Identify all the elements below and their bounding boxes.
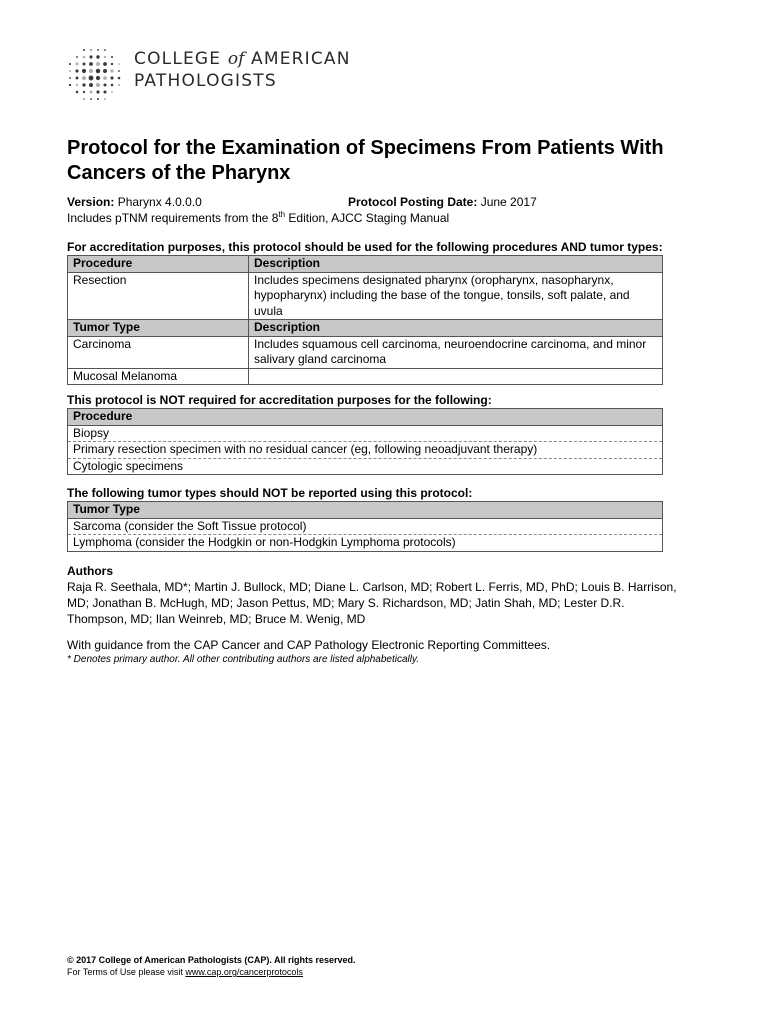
logo-dot [76, 77, 79, 80]
logo-dot [90, 49, 93, 52]
page-title: Protocol for the Examination of Specimens From Patients With Cancers of the Pharynx [67, 137, 664, 184]
logo-dot [89, 69, 93, 73]
table-row: Primary resection specimen with no residual cancer (eg, following neoadjuvant therapy) [68, 442, 663, 459]
logo-dot [103, 83, 106, 86]
logo-dot [75, 69, 78, 72]
guidance-section [67, 637, 687, 667]
logo-dot [103, 62, 107, 66]
logo-dot [89, 62, 93, 66]
logo-dot [82, 62, 85, 65]
logo-dot [111, 84, 114, 87]
cap-logo-wordmark: COLLEGE of AMERICAN PATHOLOGISTS [134, 49, 351, 91]
authors-section [67, 563, 687, 627]
logo-dot [110, 76, 113, 79]
logo-dot [83, 49, 85, 51]
posting-date-value: June 2017 [480, 195, 537, 209]
posting-date-label: Protocol Posting Date: [348, 195, 478, 209]
accreditation-heading: For accreditation purposes, this protocol should be used for the following procedures AND tumor types: [67, 240, 663, 254]
table-row: Carcinoma Includes squamous cell carcinoma, neuroendocrine carcinoma, and minor salivary gland carcinoma [68, 336, 663, 368]
logo-dot [83, 98, 85, 100]
logo-dot [96, 90, 99, 93]
logo-dot [82, 76, 86, 80]
not-required-section [67, 393, 663, 475]
authors-heading: Authors [67, 564, 113, 578]
not-reported-heading: The following tumor types should NOT be reported using this protocol: [67, 486, 473, 500]
not-required-heading: This protocol is NOT required for accreditation purposes for the following: [67, 393, 492, 407]
logo-dot [76, 91, 79, 94]
table-row: Mucosal Melanoma [68, 368, 663, 385]
logo-dot [69, 84, 71, 86]
logo-dot [96, 69, 100, 73]
logo-dot [89, 76, 94, 81]
table-row: Resection Includes specimens designated pharynx (oropharynx, nasopharynx, hypopharynx) including the base of the tongue, tonsils, soft palate, and uvula [68, 272, 663, 320]
logo-dot [96, 76, 100, 80]
logo-dot [97, 98, 99, 100]
not-required-table [67, 408, 663, 475]
logo-dot [103, 90, 106, 93]
logo-dot [104, 98, 106, 100]
logo-dot [96, 83, 100, 87]
version-info [67, 194, 707, 226]
not-reported-table [67, 501, 663, 552]
logo-dot [69, 63, 71, 65]
logo-dot [111, 63, 113, 65]
logo-dot [76, 56, 78, 58]
logo-dot [90, 98, 92, 100]
logo-dot [118, 63, 120, 65]
table-header-row: Tumor Type Description [68, 320, 663, 337]
not-reported-section [67, 486, 663, 552]
logo-dot [89, 55, 92, 58]
version-value: Pharynx 4.0.0.0 [117, 195, 202, 209]
logo-dot [118, 84, 120, 86]
logo-dot [76, 84, 78, 86]
logo-dot [96, 62, 100, 66]
logo-dot [103, 69, 107, 73]
logo-dot [83, 56, 86, 59]
terms-link[interactable]: www.cap.org/cancerprotocols [185, 967, 303, 977]
logo-dot [82, 83, 85, 86]
logo-dot [111, 91, 113, 93]
copyright-text: © 2017 College of American Pathologists (CAP). All rights reserved. [67, 955, 356, 965]
table-header-row: Tumor Type [68, 502, 663, 519]
logo-dot [97, 49, 99, 51]
logo-dot [104, 56, 106, 58]
logo-dot [69, 77, 71, 79]
logo-dot [96, 55, 99, 58]
logo-dot [89, 83, 93, 87]
table-row: Lymphoma (consider the Hodgkin or non-Hodgkin Lymphoma protocols) [68, 535, 663, 552]
cap-logo [66, 46, 351, 102]
version-label: Version: [67, 195, 115, 209]
logo-dot [104, 49, 106, 51]
terms-text: For Terms of Use please visit www.cap.org/cancerprotocols [67, 967, 303, 977]
logo-dot [110, 69, 113, 72]
ajcc-note: Includes pTNM requirements from the 8th Edition, AJCC Staging Manual [67, 210, 450, 225]
table-row: Biopsy [68, 425, 663, 442]
table-row: Cytologic specimens [68, 458, 663, 475]
logo-dot [69, 70, 71, 72]
page-footer [67, 954, 356, 978]
logo-dot [82, 69, 86, 73]
authors-list: Raja R. Seethala, MD*; Martin J. Bullock, MD; Diane L. Carlson, MD; Robert L. Ferris, MD, PhD; Louis B. Harrison, MD; Jonathan B. McHugh, MD; Jason Pettus, MD; Mary S. Richardson, MD; Jatin Shah, MD; Lester D.R. Thompson, MD; Ilan Weinreb, MD; Bruce M. Wenig, MD [67, 580, 677, 626]
table-header-row: Procedure Description [68, 256, 663, 273]
logo-dot [103, 76, 107, 80]
table-row: Sarcoma (consider the Soft Tissue protocol) [68, 518, 663, 535]
cap-logo-dots-icon [66, 46, 124, 102]
logo-dot [118, 70, 120, 72]
primary-author-note: * Denotes primary author. All other contributing authors are listed alphabetically. [67, 654, 420, 665]
accreditation-table [67, 255, 663, 385]
logo-dot [75, 62, 78, 65]
logo-dot [90, 91, 93, 94]
logo-dot [83, 91, 85, 93]
accreditation-section [67, 240, 663, 385]
logo-dot [118, 77, 121, 80]
guidance-text: With guidance from the CAP Cancer and CAP Pathology Electronic Reporting Committees. [67, 638, 551, 652]
table-header-row: Procedure [68, 409, 663, 426]
logo-dot [111, 56, 113, 58]
